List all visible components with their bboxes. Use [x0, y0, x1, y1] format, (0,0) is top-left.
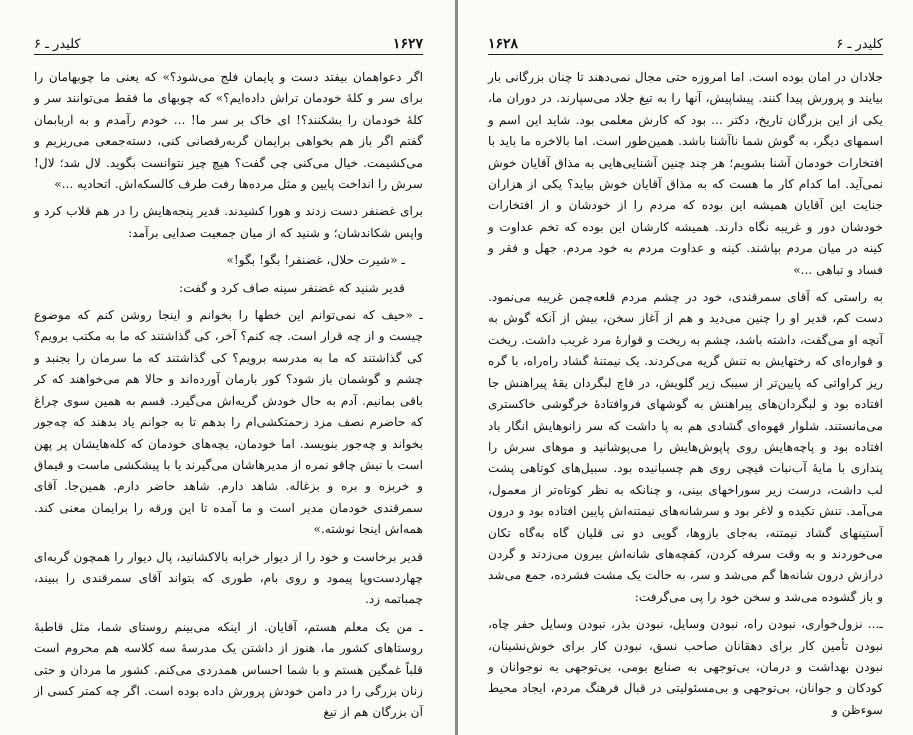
paragraph: برای غضنفر دست زدند و هورا کشیدند. قدیر پنجه‌هایش را در هم قلاب کرد و واپس شکاندشان؛ و شنید که از میان جمعیت صدایی برآمد: [34, 204, 423, 240]
left-page-header [34, 36, 423, 55]
paragraph: ـ من یک معلم هستم، آقایان. از اینکه می‌بینم روستای شما، مثل قاطبهٔ روستاهای کشور ما، هنوز از داشتن یک مدرسهٔ سه کلاسه هم محروم است قلباً غمگین هستم و با شما احساس همدردی می‌کنم. کشور ما مردان و حتی زنان بزرگی را در دامن خودش پرورش داده بوده است. اگر چه کمتر کسی از آن بزرگان هم از تیغ [34, 619, 423, 720]
left-page [0, 0, 455, 735]
left-page-body [34, 67, 423, 724]
paragraph: به راستی که آقای سمرقندی، خود در چشم مردم قلعه‌چمن غریبه می‌نمود. دست کم، قدیر او را چنین می‌دید و هم از آغاز سخن، بیش از آنکه گوش به آنچه او می‌گفت، داشته باشد، چشم به ریخت و قوارهٔ مرد غریب داشت. ریخت و قواره‌ای که رختهایش به تنش گریه می‌کردند. یک نیمتنهٔ گشاد راه‌راه، با گره ریز کراواتی که پایین‌تر از سیبک زیر گلویش، در قاچ لبگردان یقهٔ پیراهنش جا افتاده بود و لبگردان‌های پیراهنش به گوشهای فروافتادهٔ خرگوشی خاکستری می‌مانستند. شلوار قهوه‌ای گشادی هم به پا داشت که سر زانوهایش انگار باد افتاده بود و پاچه‌هایش روی پاپوش‌هایش را می‌پوشانید و موهای سرش را پنداری با مایهٔ آب‌نبات قیچی روی هم چسبانیده بود. سبیل‌های کوتاهی پشت لب داشت، درست زیر سوراخهای بینی، و چنانکه به نظر کوتاه‌تر از معمول، می‌آمد. تنش تکیده و لاغر بود و سرشانه‌های نیمتنه‌اش پایین افتاده بود و درون آستینهای گشاد نیمتنه، به‌جای بازوها، گویی دو نی قلیان گاه به‌گاه تکان می‌خوردند و به وقت سرفه کردن، کفچه‌های شانه‌اش بیرون می‌زدند و گردن درازش درون شانه‌ها گم می‌شد و سر، به حالت یک مشت فشرده، جمع می‌شد و باز گشوده می‌شد و سخن خود را پی می‌گرفت: [488, 290, 883, 604]
left-running-title: کلیدر ـ ۶ [34, 36, 81, 52]
paragraph: قدیر شنید که غضنفر سینه صاف کرد و گفت: [179, 280, 405, 295]
left-page-number: ۱۶۲۷ [392, 36, 423, 52]
paragraph: قدیر برخاست و خود را از دیوار خرابه بالاکشانید، پال دیوار را همچون گربه‌ای چهاردست‌وپا پیمود و روی بام، طوری که بتواند آقای سمرقندی را ببیند، چمباتمه زد. [34, 549, 423, 607]
right-page [458, 0, 913, 735]
paragraph: ـ «حیف که نمی‌توانم این خطها را بخوانم و اینجا روشن کنم که موضوع چیست و از چه قرار است. چه کنم؟ آخر، کی گذاشتند که ما به مکتب برویم؟ کی گذاشتند که ما به مدرسه برویم؟ کی گذاشتند که ما سرمان را بجنبد و چشم و گوشمان باز شود؟ کور بارمان آورده‌اند و حالا هم می‌خواهند که کر باقی بمانیم. آدم به حال خودش گریه‌اش می‌گیرد. قسم به همین سوی چراغ که حاضرم نصف مزد زحمتکشی‌ام را بدهم تا به جوانم یاد بدهند که چه‌جور بخواند و چه‌جور بنویسد. اما خودمان، بچه‌های خودمان که کله‌هایشان پر پهن است با نیش چاقو نمره از مدیرهاشان می‌گیرند یا با پیشکشی ماست و قیماق و خربزه و بره و بزغاله. شاهد دارم. شاهد حاضر دارم. همین‌جا. آقای سمرقندی خودمان مدیر است و ما آمده تا این ورقه را برایمان معنی کند. همه‌اش اینجا نوشته.» [34, 308, 423, 537]
paragraph: ـ... نزول‌خواری، نبودن راه، نبودن وسایل، نبودن بذر، نبودن وسایل حفر چاه، نبودن تأمین کار برای دهقانان صاحب نسق، نبودن کار برای خوش‌نشینان، نبودن بهداشت و درمان، بی‌توجهی به صنایع بومی، بی‌توجهی به نوجوانان و کودکان و جوانان، بی‌توجهی و بی‌مسئولیتی در قبال فرهنگ مردم، ایجاد محیط سوءظن و [488, 617, 883, 717]
right-page-header [488, 36, 883, 55]
right-running-title: کلیدر ـ ۶ [836, 36, 883, 52]
paragraph: اگر دعواهمان بیفتد دست و پایمان فلج می‌شود؟» که یعنی ما چوبهامان را برای سر و کلهٔ خودمان تراش داده‌ایم؟» که چوبهای ما فقط می‌توانند سر و کلهٔ خودمان را بشکنند؟! ای خاک بر سر ما! ... خودم رآمدم و به اربابمان گفتم اگر باز هم بخواهی برایمان گربه‌رقصانی کنی، دسته‌جمعی می‌ریزیم و می‌کشیمت. خیال می‌کنی چی گفت؟ هیچ چیز نتوانست بگوید. لال شد؛ لال! سرش را انداخت پایین و مثل مرده‌ها رفت طرف کالسکه‌اش. اتحادیه ...» [34, 70, 423, 192]
paragraph: جلادان در امان بوده است. اما امروزه حتی مجال نمی‌دهند تا چنان بزرگانی بار بیایند و پرورش پیدا کنند. پیشاپیش، آنها را به تیغ جلاد می‌سپارند. در دوران ما، یکی از این بزرگان تاریخ، دکتر ... بود که کارش معلمی بود. شاید این اسم و اسمهای دیگر، به گوش شما ناآشنا باشد. همین‌طور است. اما بالاخره ما باید با افتخارات خودمان آشنا بشویم؛ هر چند چنین آشنایی‌هایی به مذاق آقایان خوش نمی‌آید. اما کدام کار ما هست که به مذاق آقایان خوش بیاید؟ یکی از هزاران جنایت این آقایان همیشه این بوده که مردم را از خودشان و از افتخارات خودشان دور و غریبه نگاه دارند. همیشه کارشان این بوده که تخم عداوت و کینه در میان مردم بپاشند. کینه و عداوت مردم به خود مردم. جهل و فقر و فساد و تباهی ...» [488, 70, 883, 277]
paragraph: ـ «شیرت حلال، غضنفر! بگو! بگو!» [226, 253, 405, 268]
right-page-body [488, 67, 883, 721]
right-page-number: ۱۶۲۸ [488, 36, 519, 52]
